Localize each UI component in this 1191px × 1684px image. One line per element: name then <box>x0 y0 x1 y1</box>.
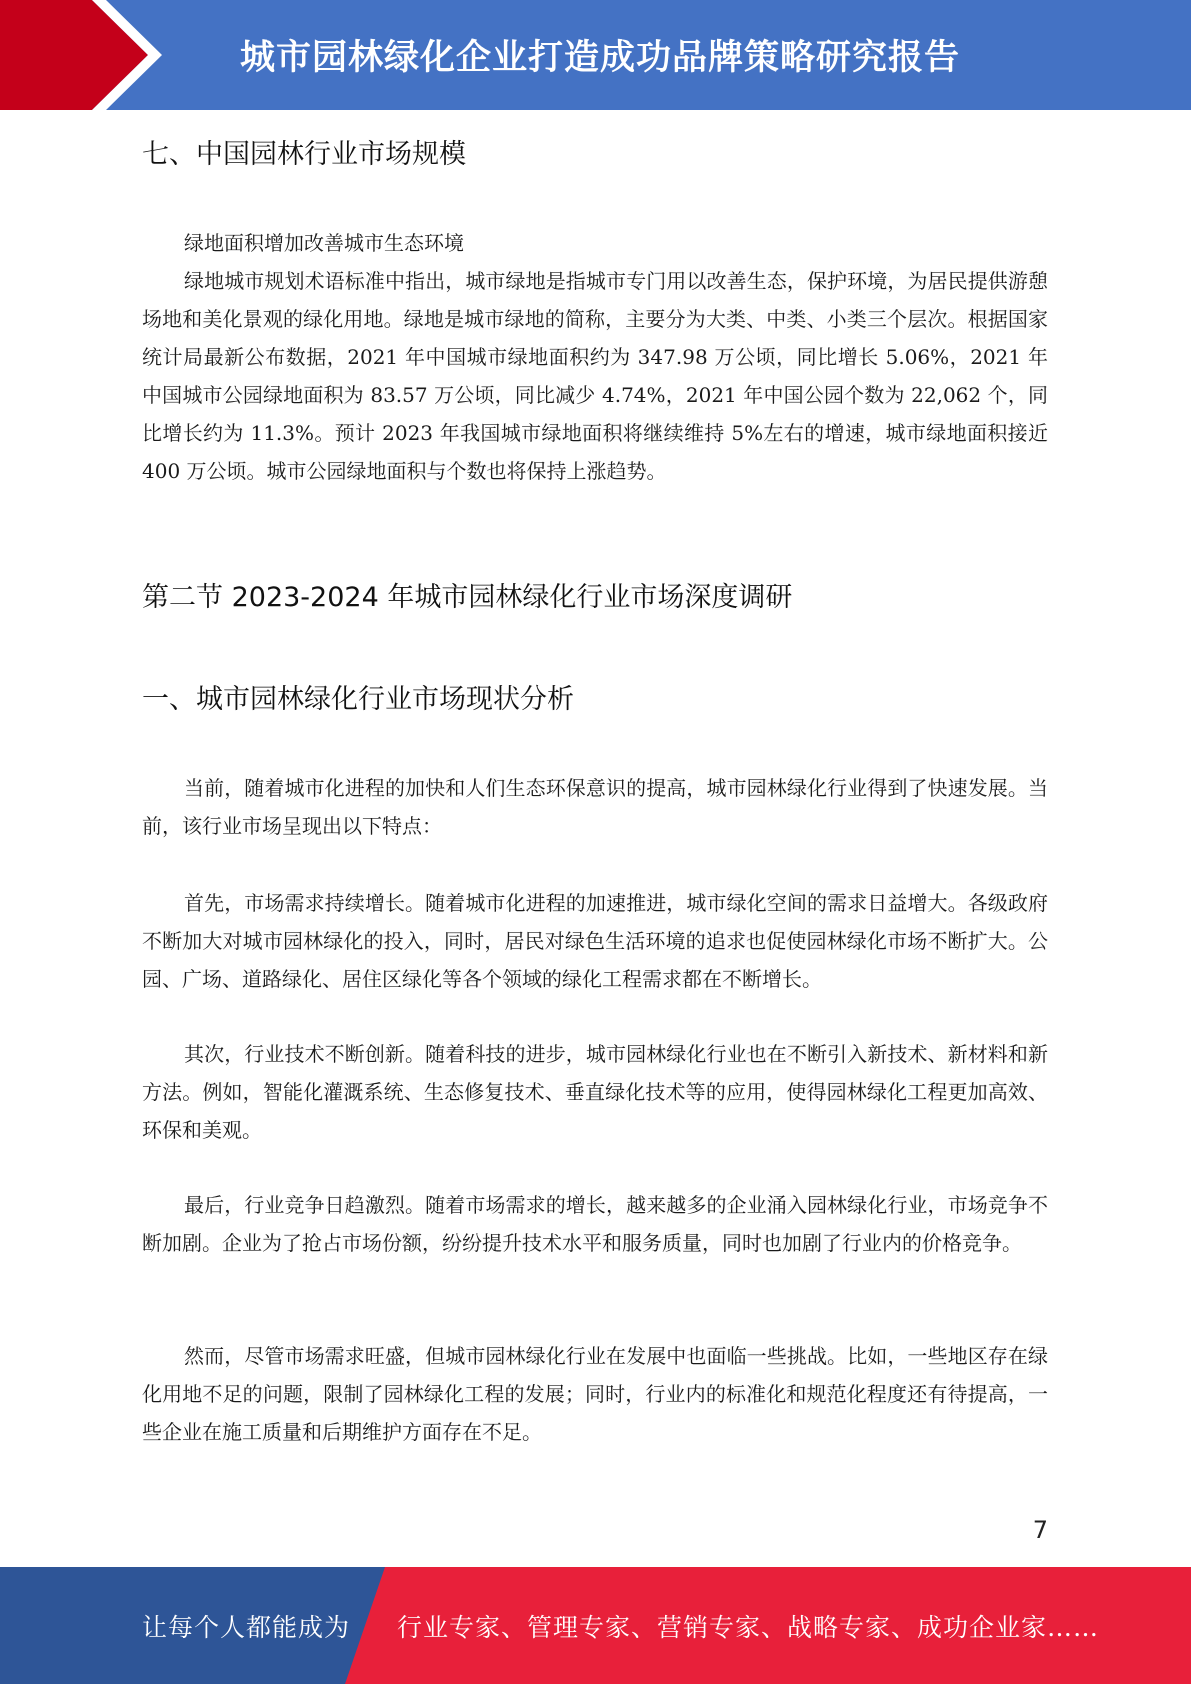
footer-slogan-left: 让每个人都能成为 <box>142 1612 351 1642</box>
footer-banner <box>0 1567 1191 1684</box>
footer-slogan-right: 行业专家、管理专家、营销专家、战略专家、成功企业家…… <box>397 1612 1100 1642</box>
paragraph: 当前，随着城市化进程的加快和人们生态环保意识的提高，城市园林绿化行业得到了快速发展。当前，该行业市场呈现出以下特点： <box>142 776 1048 838</box>
paragraph: 首先，市场需求持续增长。随着城市化进程的加速推进，城市绿化空间的需求日益增大。各级政府不断加大对城市园林绿化的投入，同时，居民对绿色生活环境的追求也促使园林绿化市场不断扩大。公园、广场、道路绿化、居住区绿化等各个领域的绿化工程需求都在不断增长。 <box>142 891 1048 991</box>
page-number: 7 <box>1032 1516 1048 1544</box>
paragraph-subtitle: 绿地面积增加改善城市生态环境 <box>184 231 464 255</box>
paragraph: 绿地城市规划术语标准中指出，城市绿地是指城市专门用以改善生态，保护环境，为居民提供游憩场地和美化景观的绿化用地。绿地是城市绿地的简称，主要分为大类、中类、小类三个层次。根据国家统计局最新公布数据，2021 年中国城市绿地面积约为 347.98 万公顷，同比增长 5.06%，2021 年中国城市公园绿地面积为 83.57 万公顷，同比减少 4.74%，2021 年中国公园个数为 22,062 个，同比增长约为 11.3%。预计 2023 年我国城市绿地面积将继续维持 5%左右的增速，城市绿地面积接近 400 万公顷。城市公园绿地面积与个数也将保持上涨趋势。 <box>142 269 1048 483</box>
paragraph: 然而，尽管市场需求旺盛，但城市园林绿化行业在发展中也面临一些挑战。比如，一些地区存在绿化用地不足的问题，限制了园林绿化工程的发展；同时，行业内的标准化和规范化程度还有待提高，一些企业在施工质量和后期维护方面存在不足。 <box>142 1344 1048 1444</box>
report-title: 城市园林绿化企业打造成功品牌策略研究报告 <box>240 38 961 78</box>
section-heading: 第二节 2023-2024 年城市园林绿化行业市场深度调研 <box>142 582 793 613</box>
header-banner <box>0 0 1191 110</box>
paragraph: 最后，行业竞争日趋激烈。随着市场需求的增长，越来越多的企业涌入园林绿化行业，市场竞争不断加剧。企业为了抢占市场份额，纷纷提升技术水平和服务质量，同时也加剧了行业内的价格竞争。 <box>142 1193 1048 1255</box>
section-heading: 七、中国园林行业市场规模 <box>142 139 466 170</box>
section-heading: 一、城市园林绿化行业市场现状分析 <box>142 684 574 715</box>
paragraph: 其次，行业技术不断创新。随着科技的进步，城市园林绿化行业也在不断引入新技术、新材料和新方法。例如，智能化灌溉系统、生态修复技术、垂直绿化技术等的应用，使得园林绿化工程更加高效、环保和美观。 <box>142 1042 1048 1142</box>
